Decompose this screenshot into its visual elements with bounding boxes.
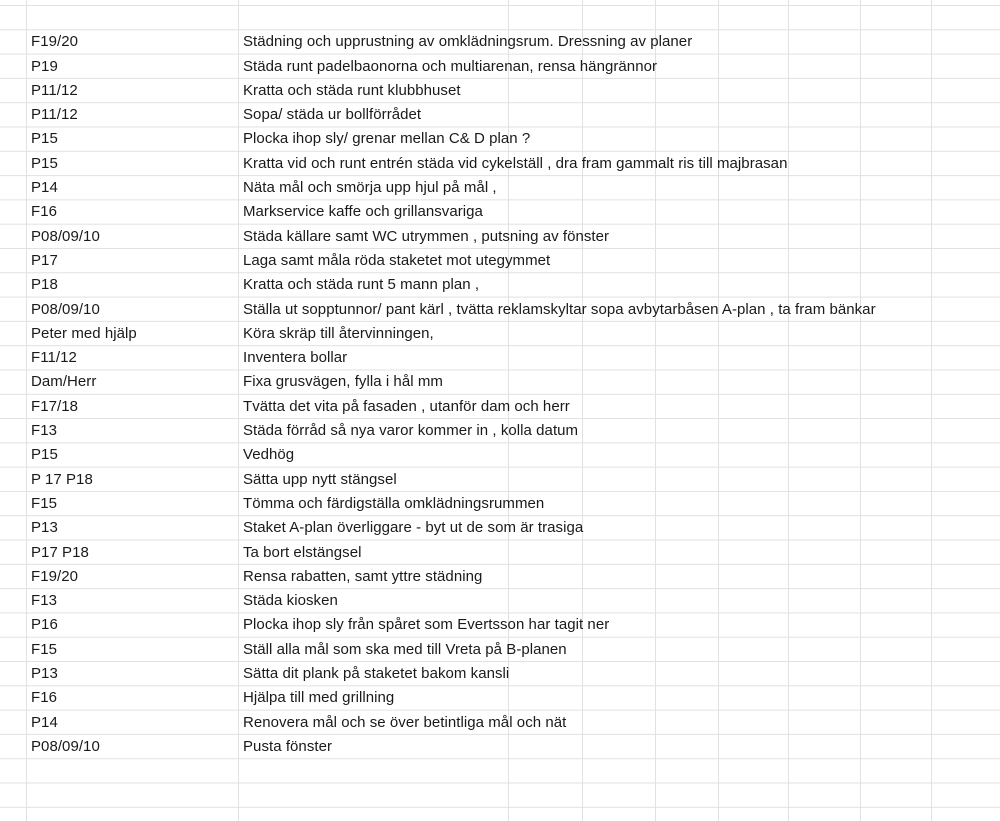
task-cell[interactable]: Laga samt måla röda staketet mot utegymmet — [243, 251, 551, 269]
team-cell[interactable]: F15 — [31, 640, 57, 658]
team-cell[interactable]: P14 — [31, 179, 58, 197]
task-cell[interactable]: Staket A-plan överliggare - byt ut de som är trasiga — [243, 519, 584, 537]
table-row — [0, 419, 1000, 443]
table-row — [0, 127, 1000, 151]
team-cell[interactable]: P08/09/10 — [31, 300, 100, 318]
task-cell[interactable]: Sätta dit plank på staketet bakom kansli — [243, 665, 510, 683]
task-cell[interactable]: Städning och upprustning av omklädningsrum. Dressning av planer — [243, 33, 693, 51]
task-cell[interactable]: Sätta upp nytt stängsel — [243, 470, 397, 488]
task-cell[interactable]: Städa kiosken — [243, 592, 338, 610]
table-row — [0, 686, 1000, 710]
task-cell[interactable]: Kratta och städa runt 5 mann plan , — [243, 276, 480, 294]
task-table — [0, 30, 1000, 759]
team-cell[interactable]: P15 — [31, 446, 58, 464]
task-cell[interactable]: Plocka ihop sly/ grenar mellan C& D plan ? — [243, 130, 531, 148]
team-cell[interactable]: P14 — [31, 713, 58, 731]
table-row — [0, 55, 1000, 79]
task-cell[interactable]: Ställa ut sopptunnor/ pant kärl , tvätta reklamskyltar sopa avbytarbåsen A-plan , ta fram bänkar — [243, 300, 876, 318]
team-cell[interactable]: Dam/Herr — [31, 373, 97, 391]
table-row — [0, 468, 1000, 492]
table-row — [0, 395, 1000, 419]
task-cell[interactable]: Ställ alla mål som ska med till Vreta på B-planen — [243, 640, 567, 658]
table-row — [0, 200, 1000, 224]
team-cell[interactable]: P08/09/10 — [31, 227, 100, 245]
team-cell[interactable]: F19/20 — [31, 567, 78, 585]
team-cell[interactable]: P13 — [31, 665, 58, 683]
task-cell[interactable]: Tömma och färdigställa omklädningsrummen — [243, 494, 545, 512]
table-row — [0, 735, 1000, 759]
table-row — [0, 298, 1000, 322]
task-cell[interactable]: Renovera mål och se över betintliga mål och nät — [243, 713, 567, 731]
team-cell[interactable]: P13 — [31, 519, 58, 537]
table-row — [0, 225, 1000, 249]
team-cell[interactable]: P15 — [31, 130, 58, 148]
team-cell[interactable]: F16 — [31, 689, 57, 707]
table-row — [0, 711, 1000, 735]
team-cell[interactable]: F17/18 — [31, 397, 78, 415]
task-cell[interactable]: Köra skräp till återvinningen, — [243, 324, 434, 342]
table-row — [0, 322, 1000, 346]
table-row — [0, 273, 1000, 297]
table-row — [0, 443, 1000, 467]
team-cell[interactable]: P16 — [31, 616, 58, 634]
team-cell[interactable]: P11/12 — [31, 106, 78, 124]
table-row — [0, 176, 1000, 200]
table-row — [0, 662, 1000, 686]
team-cell[interactable]: F15 — [31, 494, 57, 512]
table-row — [0, 249, 1000, 273]
task-cell[interactable]: Sopa/ städa ur bollförrådet — [243, 106, 422, 124]
task-cell[interactable]: Fixa grusvägen, fylla i hål mm — [243, 373, 443, 391]
team-cell[interactable]: F16 — [31, 203, 57, 221]
table-row — [0, 516, 1000, 540]
team-cell[interactable]: P18 — [31, 276, 58, 294]
team-cell[interactable]: F13 — [31, 422, 57, 440]
table-row — [0, 346, 1000, 370]
task-cell[interactable]: Kratta vid och runt entrén städa vid cykelställ , dra fram gammalt ris till majbrasan — [243, 154, 788, 172]
task-cell[interactable]: Pusta fönster — [243, 737, 333, 755]
task-cell[interactable]: Tvätta det vita på fasaden , utanför dam och herr — [243, 397, 570, 415]
task-cell[interactable]: Plocka ihop sly från spåret som Evertsson har tagit ner — [243, 616, 610, 634]
team-cell[interactable]: P11/12 — [31, 81, 78, 99]
table-row — [0, 613, 1000, 637]
table-row — [0, 638, 1000, 662]
team-cell[interactable]: P15 — [31, 154, 58, 172]
team-cell[interactable]: F11/12 — [31, 349, 77, 367]
task-cell[interactable]: Ta bort elstängsel — [243, 543, 362, 561]
table-row — [0, 103, 1000, 127]
team-cell[interactable]: P17 P18 — [31, 543, 89, 561]
table-row — [0, 565, 1000, 589]
table-row — [0, 370, 1000, 394]
table-row — [0, 492, 1000, 516]
table-row — [0, 79, 1000, 103]
task-cell[interactable]: Städa runt padelbaonorna och multiarenan, rensa hängrännor — [243, 57, 658, 75]
task-cell[interactable]: Hjälpa till med grillning — [243, 689, 395, 707]
task-cell[interactable]: Näta mål och smörja upp hjul på mål , — [243, 179, 497, 197]
task-cell[interactable]: Städa förråd så nya varor kommer in , kolla datum — [243, 422, 579, 440]
task-cell[interactable]: Markservice kaffe och grillansvariga — [243, 203, 483, 221]
team-cell[interactable]: P 17 P18 — [31, 470, 93, 488]
task-cell[interactable]: Vedhög — [243, 446, 295, 464]
team-cell[interactable]: P17 — [31, 251, 58, 269]
team-cell[interactable]: P08/09/10 — [31, 737, 100, 755]
task-cell[interactable]: Städa källare samt WC utrymmen , putsning av fönster — [243, 227, 610, 245]
team-cell[interactable]: P19 — [31, 57, 58, 75]
team-cell[interactable]: F13 — [31, 592, 57, 610]
table-row — [0, 541, 1000, 565]
table-row — [0, 589, 1000, 613]
task-cell[interactable]: Kratta och städa runt klubbhuset — [243, 81, 461, 99]
table-row — [0, 152, 1000, 176]
task-cell[interactable]: Inventera bollar — [243, 349, 348, 367]
team-cell[interactable]: Peter med hjälp — [31, 324, 137, 342]
task-cell[interactable]: Rensa rabatten, samt yttre städning — [243, 567, 483, 585]
table-row — [0, 30, 1000, 54]
team-cell[interactable]: F19/20 — [31, 33, 78, 51]
